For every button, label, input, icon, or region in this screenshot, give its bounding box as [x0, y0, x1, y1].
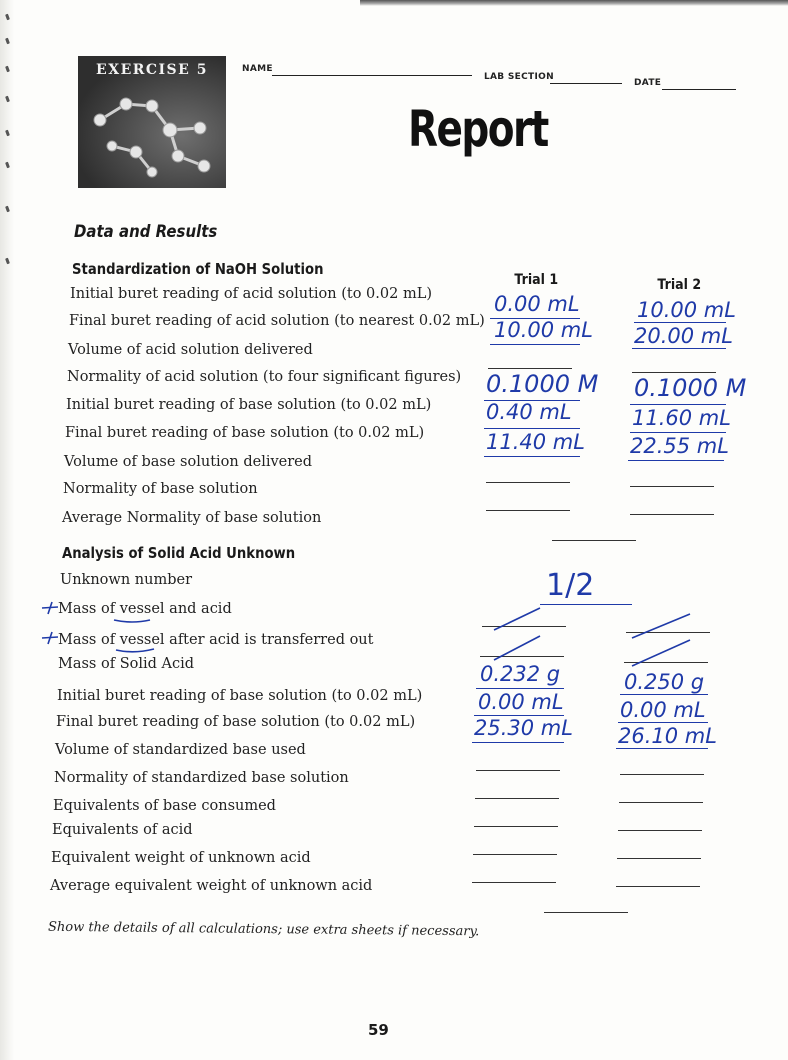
margin-check-marks: [40, 600, 62, 656]
answer-line: [474, 826, 558, 827]
answer-line: [486, 482, 570, 483]
handwritten-value: 1/2: [546, 568, 595, 603]
answer-line: [630, 404, 726, 405]
answer-line: [488, 368, 572, 369]
answer-line: [634, 322, 726, 323]
row-label: Unknown number: [60, 572, 192, 588]
row-label: Average equivalent weight of unknown acid: [50, 878, 373, 894]
row-label: Average Normality of base solution: [62, 510, 322, 526]
page-number: 59: [368, 1021, 389, 1039]
row-label: Normality of base solution: [63, 481, 258, 497]
row-label: Equivalents of base consumed: [53, 798, 276, 814]
answer-line: [620, 694, 708, 695]
handwritten-value: 0.232 g: [480, 662, 561, 686]
handwritten-value: 0.00 mL: [494, 292, 580, 316]
row-label: Mass of vessel after acid is transferred out: [58, 632, 374, 648]
row-label: Equivalents of acid: [52, 822, 193, 838]
handwritten-value: 20.00 mL: [634, 324, 733, 348]
name-label: NAME: [242, 64, 273, 74]
answer-line: [476, 770, 560, 771]
handwritten-value: 10.00 mL: [494, 318, 593, 342]
row-label: Mass of vessel and acid: [58, 601, 232, 617]
date-label: DATE: [634, 78, 662, 88]
date-field[interactable]: [662, 89, 736, 90]
answer-line: [617, 858, 701, 859]
row-label: Mass of Solid Acid: [58, 656, 195, 672]
answer-line: [472, 742, 564, 743]
row-label: Volume of acid solution delivered: [68, 342, 313, 358]
molecule-graphic: [78, 76, 226, 188]
vessel-underlines: [110, 616, 160, 656]
handwritten-value: 22.55 mL: [630, 434, 729, 458]
row-label: Final buret reading of base solution (to 0.02 mL): [56, 714, 416, 730]
page-title: Report: [408, 100, 548, 158]
answer-line: [484, 456, 580, 457]
row-label: Volume of standardized base used: [55, 742, 306, 758]
row-label: Final buret reading of acid solution (to nearest 0.02 mL): [69, 313, 485, 329]
answer-line: [620, 774, 704, 775]
row-label: Final buret reading of base solution (to 0.02 mL): [65, 425, 425, 441]
section-heading: Data and Results: [74, 222, 218, 242]
handwritten-value: 0.00 mL: [620, 698, 706, 722]
analysis-heading: Analysis of Solid Acid Unknown: [62, 544, 296, 562]
row-label: Normality of standardized base solution: [54, 770, 349, 786]
lab-section-field[interactable]: [550, 83, 622, 84]
handwritten-value: 0.40 mL: [486, 400, 572, 424]
answer-line: [632, 348, 726, 349]
answer-line: [619, 802, 703, 803]
row-label: Normality of acid solution (to four significant figures): [67, 369, 462, 385]
handwritten-value: 11.40 mL: [486, 430, 585, 454]
trial-2-header: Trial 2: [657, 277, 702, 293]
row-label: Initial buret reading of acid solution (to 0.02 mL): [70, 286, 432, 302]
handwritten-value: 0.1000 M: [634, 374, 747, 402]
handwritten-value: 25.30 mL: [474, 716, 573, 740]
row-label: Initial buret reading of base solution (to 0.02 mL): [66, 397, 432, 413]
standardization-heading: Standardization of NaOH Solution: [72, 260, 324, 278]
strike-through-marks: [628, 612, 698, 672]
answer-line: [552, 540, 636, 541]
answer-line: [630, 514, 714, 515]
handwritten-value: 0.250 g: [624, 670, 705, 694]
answer-line: [473, 854, 557, 855]
answer-line: [544, 912, 628, 913]
exercise-label: EXERCISE 5: [96, 62, 208, 78]
lab-section-label: LAB SECTION: [484, 72, 554, 82]
answer-line: [472, 882, 556, 883]
answer-line: [486, 510, 570, 511]
handwritten-value: 10.00 mL: [637, 298, 736, 322]
answer-line: [540, 604, 632, 605]
answer-line: [476, 688, 564, 689]
answer-line: [618, 722, 708, 723]
answer-line: [475, 798, 559, 799]
handwritten-value: 26.10 mL: [618, 724, 717, 748]
scan-shadow-left: [0, 0, 14, 1060]
row-label: Equivalent weight of unknown acid: [51, 850, 311, 866]
handwritten-value: 0.00 mL: [478, 690, 564, 714]
answer-line: [490, 344, 580, 345]
answer-line: [618, 830, 702, 831]
row-label: Volume of base solution delivered: [64, 454, 313, 470]
strike-through-marks: [490, 604, 550, 664]
handwritten-value: 11.60 mL: [632, 406, 731, 430]
scan-shadow-top: [360, 0, 788, 6]
handwritten-value: 0.1000 M: [486, 370, 599, 398]
answer-line: [632, 372, 716, 373]
answer-line: [628, 460, 724, 461]
trial-1-header: Trial 1: [514, 272, 559, 288]
row-label: Initial buret reading of base solution (to 0.02 mL): [57, 688, 423, 704]
answer-line: [616, 886, 700, 887]
answer-line: [630, 486, 714, 487]
answer-line: [616, 748, 708, 749]
footnote: Show the details of all calculations; use extra sheets if necessary.: [47, 919, 480, 940]
answer-line: [484, 428, 580, 429]
name-field[interactable]: [272, 75, 472, 76]
exercise-badge: [78, 56, 226, 188]
answer-line: [630, 432, 726, 433]
